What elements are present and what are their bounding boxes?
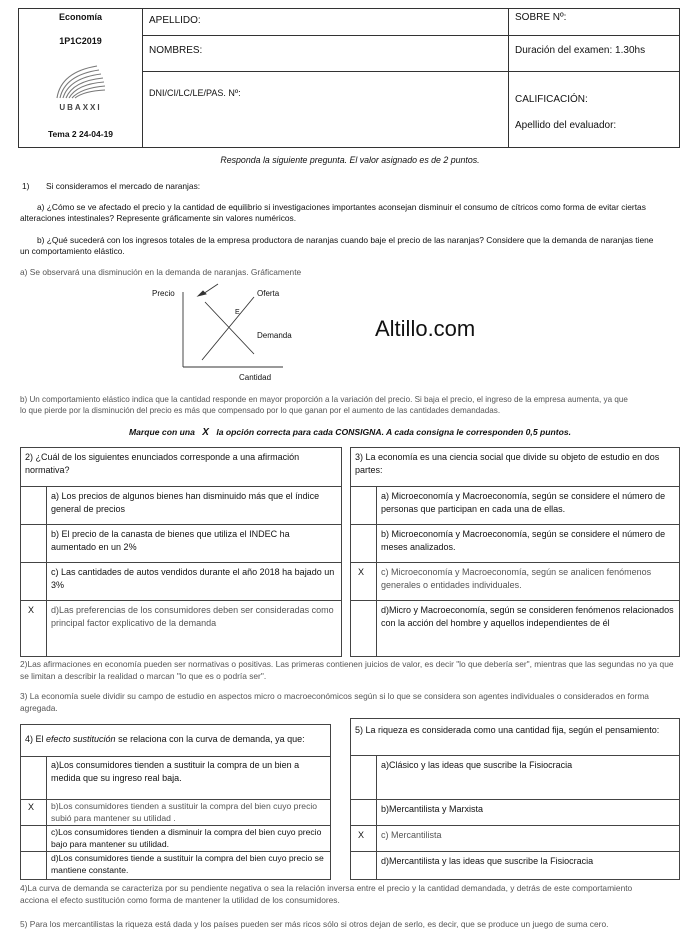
- q5-option-b[interactable]: b)Mercantilista y Marxista: [381, 804, 484, 814]
- q2-box: [20, 447, 342, 657]
- sobre-field[interactable]: SOBRE Nº:: [515, 12, 567, 23]
- q3-title: 3) La economía es una ciencia social que divide su objeto de estudio en dos partes:: [355, 452, 660, 475]
- logo-text: UBAXXI: [59, 103, 102, 112]
- course-code: 1P1C2019: [59, 36, 102, 46]
- q5-box: [350, 718, 680, 880]
- q1-intro: Si consideramos el mercado de naranjas:: [46, 181, 201, 191]
- q1-answer-a: a) Se observará una disminución en la demanda de naranjas. Gráficamente: [20, 267, 302, 277]
- q4-mark-b[interactable]: X: [28, 802, 35, 812]
- q2-mark-d[interactable]: X: [28, 605, 35, 615]
- q3-box: [350, 447, 680, 657]
- instruction-2-post: la opción correcta para cada CONSIGNA. A cada consigna le corresponden 0,5 puntos.: [216, 427, 572, 437]
- subject-label: Economía: [58, 12, 102, 22]
- q4-option-b[interactable]: b)Los consumidores tienden a sustituir la compra del bien cuyo precio subió para mantener su utilidad .: [51, 801, 318, 823]
- q3-option-c[interactable]: c) Microeconomía y Macroeconomía, según se analicen fenómenos generales o entidades individuales.: [381, 567, 652, 590]
- q1-answer-b-line1: b) Un comportamiento elástico indica que la cantidad responde en mayor proporción a la variación del precio. Si baja el precio, el ingreso de la empresa aumenta, ya que: [20, 395, 628, 404]
- duracion-label: Duración del examen: 1.30hs: [515, 45, 646, 56]
- q4-option-c[interactable]: c)Los consumidores tienden a disminuir la compra del bien cuyo precio bajo para mantener su utilidad.: [51, 827, 322, 849]
- equilibrium-label: E: [235, 309, 240, 316]
- answer-3: 3) La economía suele dividir su campo de estudio en aspectos micro o macroeconómicos según si lo que se considera son agentes individuales o considerados en forma agregada.: [20, 691, 649, 713]
- q2-option-b[interactable]: b) El precio de la canasta de bienes que utiliza el INDEC ha aumentado en un 2%: [51, 529, 290, 552]
- watermark: Altillo.com: [375, 316, 476, 341]
- q3-option-d[interactable]: d)Micro y Macroeconomía, según se consideren fenómenos relacionados con la acción del hombre y aquellos independientes de él: [381, 605, 674, 628]
- q1-number: 1): [22, 181, 30, 191]
- instruction-2-x: X: [202, 427, 209, 438]
- curve-label-oferta: Oferta: [257, 289, 280, 298]
- dni-field[interactable]: DNI/CI/LC/LE/PAS. Nº:: [149, 88, 241, 98]
- q4-title: [25, 733, 328, 746]
- instruction-1: Responda la siguiente pregunta. El valor asignado es de 2 puntos.: [220, 155, 480, 165]
- q4-title-em: efecto sustitución: [46, 734, 116, 744]
- q1-a-line1: a) ¿Cómo se ve afectado el precio y la cantidad de equilibrio si investigaciones importantes aconsejan disminuir el consumo de cítricos como forma de evitar ciertas: [37, 202, 646, 212]
- answer-2: 2)Las afirmaciones en economía pueden ser normativas o positivas. Las primeras contienen juicios de valor, es decir "lo que debería ser", mientras que las segundas no ya que se limitan a describir la realidad o marcan "lo que es o podría ser".: [20, 659, 674, 681]
- q3-mark-c[interactable]: X: [358, 567, 365, 577]
- q4-title-post: se relaciona con la curva de demanda, ya que:: [115, 734, 305, 744]
- q1-a-line2: alteraciones intestinales? Represente gráficamente sin valores numéricos.: [20, 213, 297, 223]
- q5-option-d[interactable]: d)Mercantilista y las ideas que suscribe la Fisiocracia: [381, 856, 594, 866]
- axis-label-cantidad: Cantidad: [239, 373, 272, 382]
- axis-label-precio: Precio: [152, 289, 175, 298]
- instruction-2-pre: Marque con una: [128, 427, 195, 437]
- q5-option-a[interactable]: a)Clásico y las ideas que suscribe la Fisiocracia: [381, 760, 573, 770]
- q4-box: [20, 724, 331, 880]
- answer-5: 5) Para los mercantilistas la riqueza está dada y los países pueden ser más ricos sólo si otros dejan de serlo, es decir, que se produce un juego de suma cero.: [20, 919, 609, 929]
- supply-demand-graph: [150, 282, 300, 382]
- answer-4: 4)La curva de demanda se caracteriza por su pendiente negativa o sea la relación inversa entre el precio y la cantidad demandada, y detrás de este comportamiento acciona el efecto sustitución como forma de mantener la utilidad de los consumidores.: [20, 883, 633, 905]
- q2-option-a[interactable]: a) Los precios de algunos bienes han disminuido más que el índice general de precios: [51, 491, 320, 514]
- q5-mark-c[interactable]: X: [358, 830, 365, 840]
- q5-option-c[interactable]: c) Mercantilista: [381, 830, 442, 840]
- apellido-field[interactable]: APELLIDO:: [149, 15, 201, 26]
- instruction-2: [0, 427, 700, 438]
- curve-label-demanda: Demanda: [257, 331, 292, 340]
- q4-title-pre: 4) El: [25, 734, 47, 744]
- q1-answer-b-line2: lo que pierde por la disminución del precio es más que compensado por lo que ganan por el aumento de las cantidades demandadas.: [20, 406, 501, 415]
- calificacion-field[interactable]: CALIFICACIÓN:: [515, 94, 588, 105]
- q2-title: 2) ¿Cuál de los siguientes enunciados corresponde a una afirmación normativa?: [25, 452, 300, 475]
- q5-title: 5) La riqueza es considerada como una cantidad fija, según el pensamiento:: [355, 725, 660, 735]
- header-table: [18, 8, 680, 148]
- q2-option-d[interactable]: d)Las preferencias de los consumidores deben ser consideradas como principal factor explicativo de la demanda: [51, 605, 334, 628]
- q4-option-d[interactable]: d)Los consumidores tiende a sustituir la compra del bien cuyo precio se mantiene constante.: [51, 853, 324, 875]
- q2-option-c[interactable]: c) Las cantidades de autos vendidos durante el año 2018 ha bajado un 3%: [51, 567, 335, 590]
- q1-b-line2: un comportamiento elástico.: [20, 246, 125, 256]
- evaluador-field[interactable]: Apellido del evaluador:: [515, 120, 617, 131]
- ubaxxi-logo: [51, 62, 111, 106]
- q3-option-b[interactable]: b) Microeconomía y Macroeconomía, según se considere el número de meses analizados.: [381, 529, 666, 552]
- q4-option-a[interactable]: a)Los consumidores tienden a sustituir la compra de un bien a medida que su ingreso real baja.: [51, 760, 300, 783]
- q3-option-a[interactable]: a) Microeconomía y Macroeconomía, según se considere el número de personas que participan en cada una de ellas.: [381, 491, 666, 514]
- tema-date: Tema 2 24-04-19: [47, 129, 114, 139]
- q1-b-line1: b) ¿Qué sucederá con los ingresos totales de la empresa productora de naranjas cuando baje el precio de las naranjas? Considere que la demanda de naranjas tiene: [37, 235, 654, 245]
- nombres-field[interactable]: NOMBRES:: [149, 45, 203, 56]
